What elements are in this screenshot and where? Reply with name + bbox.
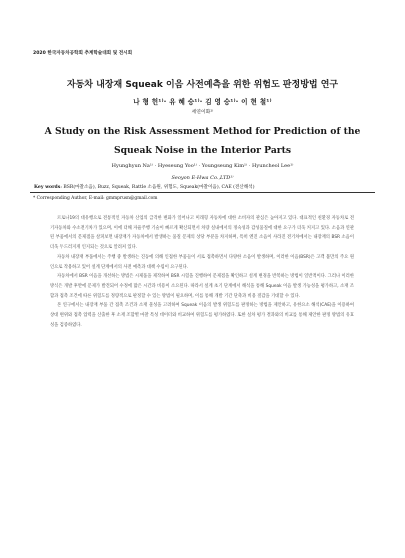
authors-korean: 나 형 헌¹⁾· 유 혜 승¹⁾· 김 영 승¹⁾· 이 현 철¹⁾ — [133, 98, 272, 106]
corresponding-author: * Corresponding Author, E-mail: gmmprusn@gmail.com — [33, 196, 158, 201]
conference-header: 2020 한국자동차공학회 추계학술대회 및 전시회 — [33, 51, 133, 56]
paragraph: 자동차에서 BSR 이음을 개선하는 방법은 시제품을 제작하여 BSR 시험을 진행하여 문제점을 확인하고 설계 변경을 반복하는 방법이 일반적이다. 그러나 이러한 방식은 개발 후반에 문제가 발견되어 수정에 많은 시간과 비용이 소요된다. 따라서 설계 초기 단계에서 해석을 통해 Squeak 이음 발생 가능성을 평가하고, 소재 조합과 접촉 조건에 따른 위험도를 정량적으로 판정할 수 있는 방법이 필요하며, 이를 통해 개발 기간 단축과 비용 절감을 기대할 수 있다. — [50, 274, 354, 299]
affiliation-english: Seoyon E-Hwa Co.,LTD¹⁾ — [171, 175, 234, 181]
paragraph: 본 연구에서는 내장재 부품 간 접촉 조건과 소재 물성을 고려하여 Squeak 이음의 발생 위험도를 판정하는 방법을 제안하고, 유한요소 해석(CAE)을 이용하여 상대 변위와 접촉 압력을 산출한 후 소재 조합별 마찰 특성 데이터와 비교하여 위험도를 평가하였다. 또한 실차 평가 결과와의 비교를 통해 제안한 판정 방법의 유효성을 검증하였다. — [50, 303, 354, 328]
affiliation-korean: 세연이화¹⁾ — [191, 110, 214, 115]
keywords-text: : BSR(마찰소음), Buzz, Squeak, Rattle 소음원, 위험도, Squeak(마찰이음), CAE (전산해석) — [60, 185, 255, 190]
keywords-label: Key words — [34, 185, 61, 190]
body-text — [50, 214, 354, 330]
paragraph: 자동차 내장재 부품에서는 주행 중 발생하는 진동에 의해 인접한 부품들이 서로 접촉하면서 다양한 소음이 발생하며, 이러한 이음(BSR)은 고객 불만의 주요 원인으로 작용하고 있어 설계 단계에서의 사전 예측과 대책 수립이 요구된다. — [50, 254, 354, 270]
title-english: A Study on the Risk Assessment Method for Prediction of the Squeak Noise in the Interior Parts — [44, 126, 361, 156]
keywords — [34, 184, 374, 190]
authors-english: Hyunghyun Na¹⁾ · Hyeseung Yoo¹⁾ · Youngseung Kim¹⁾ · Hyuncheol Lee¹⁾ — [111, 163, 294, 169]
paragraph: 르로나19의 대유행으로 전통적인 자동차 산업의 급격한 변화가 일어나고 미래형 자동차에 대한 소비자의 관심은 높아지고 있다. 대표적인 친환경 자동차로 전기자동차와 수소전기차가 있으며, 이에 더해 자율주행 기술이 빠르게 확산되면서 차량 실내에서의 정숙성과 감성품질에 대한 요구가 더욱 커지고 있다. 소음과 연관된 부품에서의 문제점을 살펴보면 내장재가 자동차에서 발생하는 품질 문제의 상당 부분을 차지하며, 특히 엔진 소음이 사라진 전기차에서는 내장재의 BSR 소음이 더욱 두드러지게 인지되는 것으로 알려져 있다. — [50, 216, 354, 251]
title-korean: 자동차 내장재 Squeak 이음 사전예측을 위한 위험도 판정방법 연구 — [66, 80, 339, 90]
divider-rule — [30, 192, 375, 193]
